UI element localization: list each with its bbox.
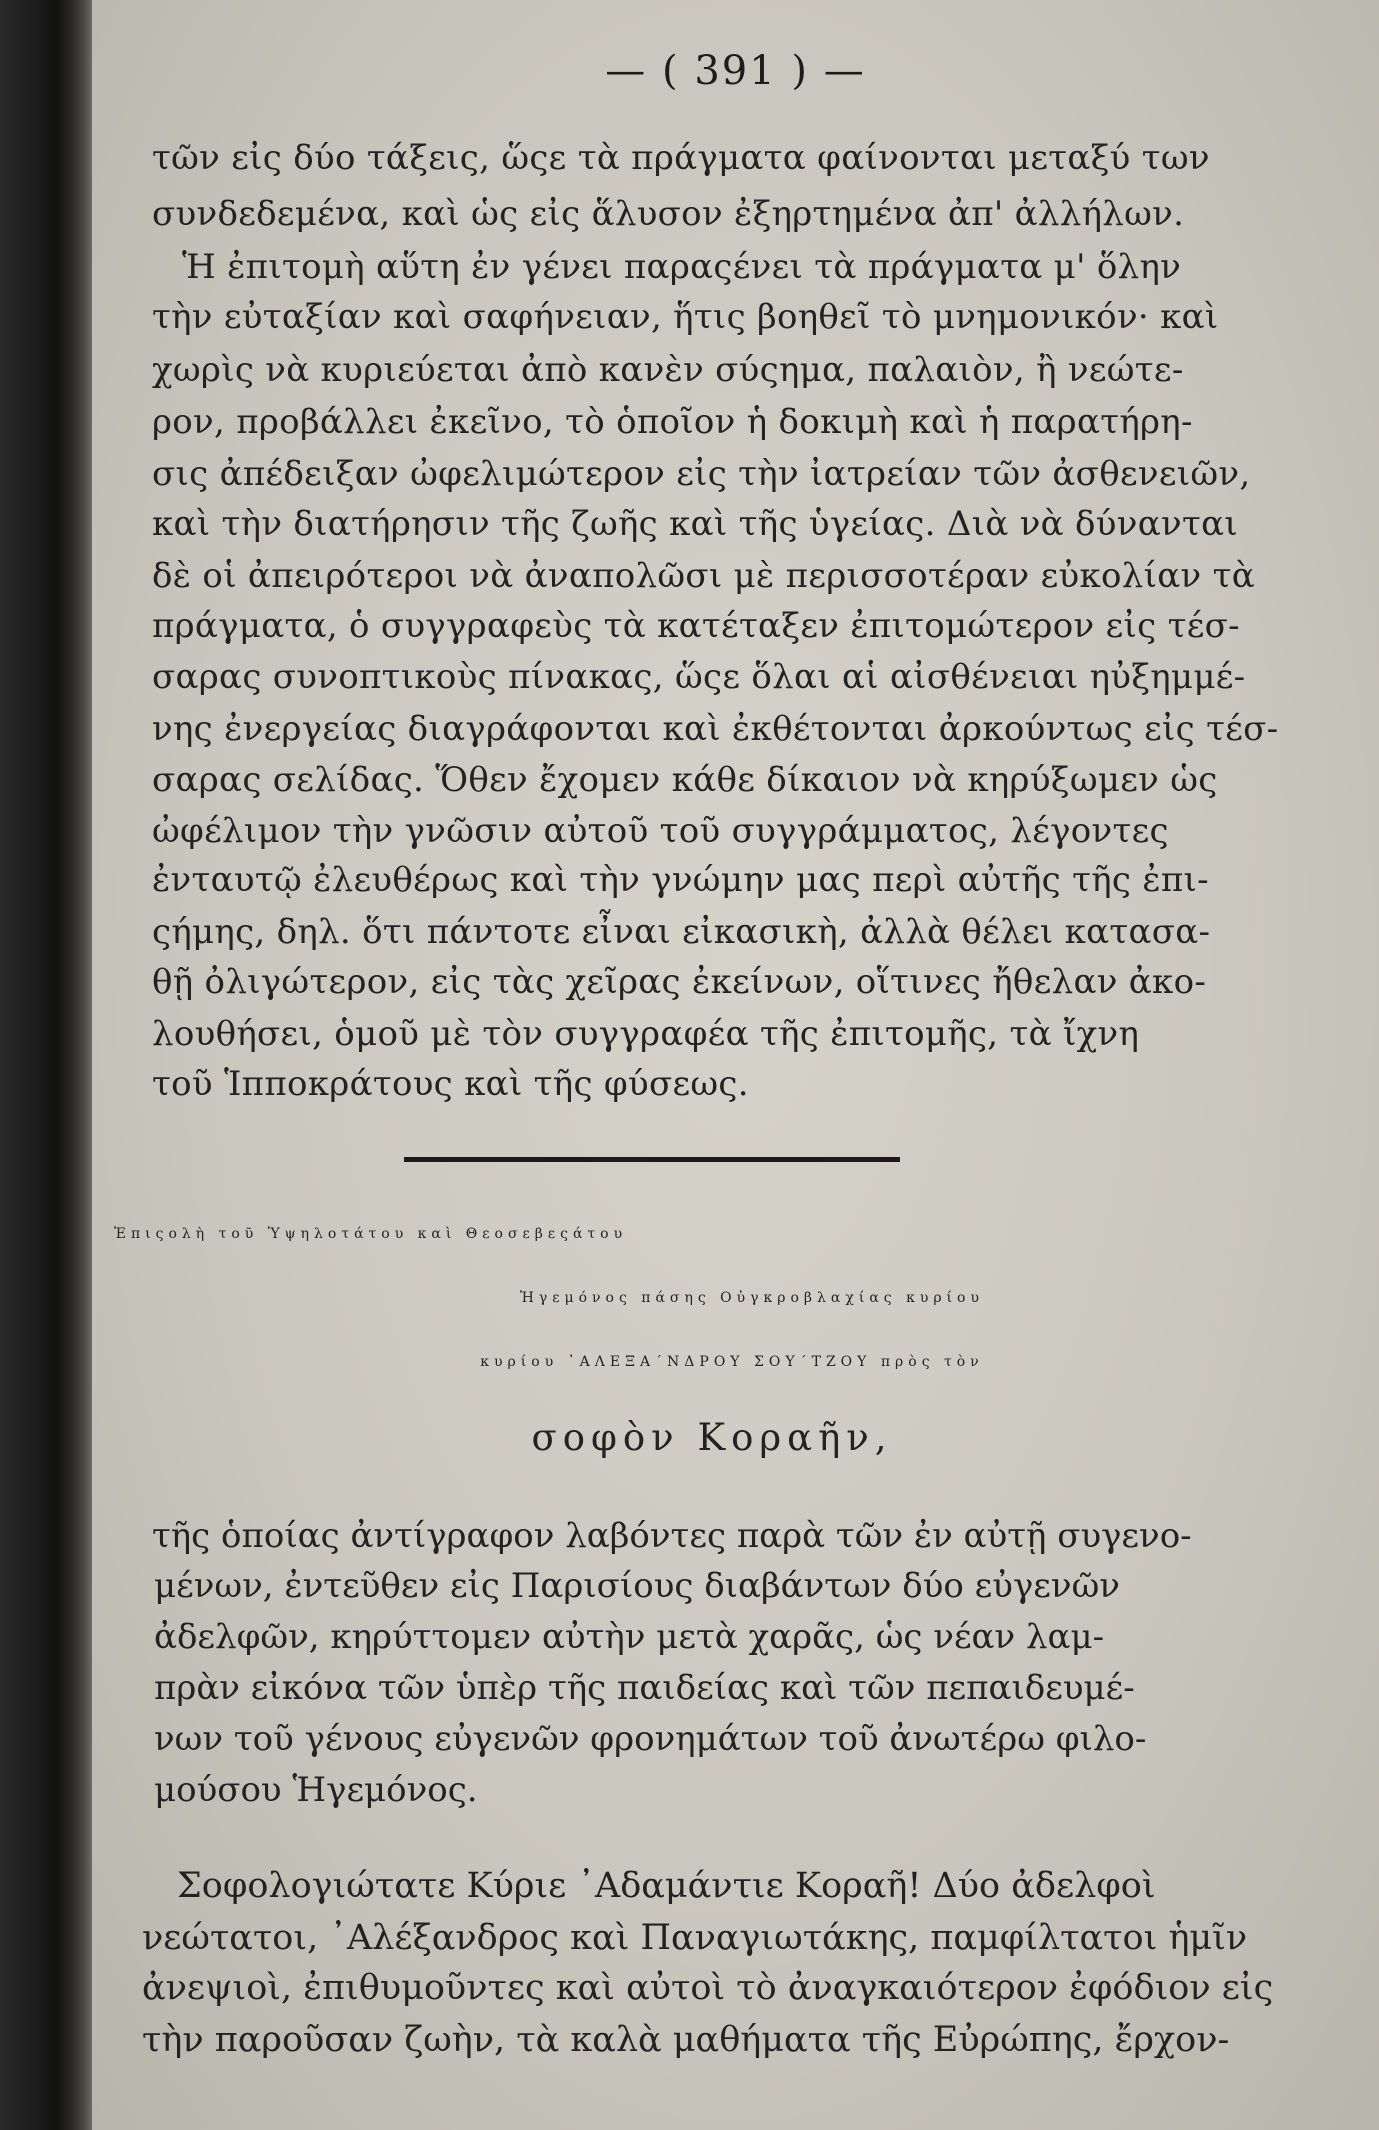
page-number-header: — ( 391 ) — bbox=[605, 48, 866, 94]
text-line: Σοφολογιώτατε Κύριε ᾿Αδαμάντιε Κοραῆ! Δύο ἀδελφοὶ bbox=[177, 1866, 1156, 1906]
text-line: θῇ ὀλιγώτερον, εἰς τὰς χεῖρας ἐκείνων, οἵτινες ἤθελαν ἀκο- bbox=[152, 962, 1207, 1002]
text-line: λουθήσει, ὁμοῦ μὲ τὸν συγγραφέα τῆς ἐπιτομῆς, τὰ ἴχνη bbox=[152, 1014, 1140, 1054]
text-line: ἐνταυτῷ ἐλευθέρως καὶ τὴν γνώμην μας περὶ αὐτῆς τῆς ἐπι- bbox=[152, 860, 1209, 900]
text-line: ρον, προβάλλει ἐκεῖνο, τὸ ὁποῖον ἡ δοκιμὴ καὶ ἡ παρατήρη- bbox=[152, 402, 1193, 442]
text-line: μούσου Ἡγεμόνος. bbox=[154, 1770, 478, 1810]
text-line: συνδεδεμένα, καὶ ὡς εἰς ἅλυσον ἐξηρτημένα ἀπ' ἀλλήλων. bbox=[152, 194, 1185, 234]
text-line: τοῦ Ἱπποκράτους καὶ τῆς φύσεως. bbox=[152, 1064, 749, 1104]
book-page bbox=[92, 0, 1379, 2130]
text-line: νης ἐνεργείας διαγράφονται καὶ ἐκθέτονται ἀρκούντως εἰς τέσ- bbox=[152, 709, 1279, 749]
text-line: σις ἀπέδειξαν ὠφελιμώτερον εἰς τὴν ἰατρείαν τῶν ἀσθενειῶν, bbox=[152, 454, 1251, 494]
text-line: πράγματα, ὁ συγγραφεὺς τὰ κατέταξεν ἐπιτομώτερον εἰς τέσ- bbox=[152, 606, 1240, 646]
title-line: σοφὸν Κοραῆν, bbox=[531, 1416, 893, 1459]
text-line: τὴν εὐταξίαν καὶ σαφήνειαν, ἥτις βοηθεῖ τὸ μνημονικόν· καὶ bbox=[152, 297, 1219, 337]
text-line: καὶ τὴν διατήρησιν τῆς ζωῆς καὶ τῆς ὑγείας. Διὰ νὰ δύνανται bbox=[152, 504, 1238, 544]
title-line: κυρίου ᾿ΑΛΕΞΑ΄ΝΔΡΟΥ ΣΟΥ΄ΤΖΟΥ πρὸς τὸν bbox=[480, 1354, 984, 1370]
text-line: ὠφέλιμον τὴν γνῶσιν αὐτοῦ τοῦ συγγράμματος, λέγοντες bbox=[152, 811, 1169, 851]
text-line: Ἡ ἐπιτομὴ αὕτη ἐν γένει παραςένει τὰ πράγματα μ' ὅλην bbox=[182, 247, 1182, 287]
section-divider bbox=[404, 1157, 900, 1162]
text-line: τὴν παροῦσαν ζωὴν, τὰ καλὰ μαθήματα τῆς Εὐρώπης, ἔρχον- bbox=[142, 2020, 1230, 2060]
text-line: ἀνεψιοὶ, ἐπιθυμοῦντες καὶ αὐτοὶ τὸ ἀναγκαιότερον ἐφόδιον εἰς bbox=[142, 1968, 1274, 2008]
text-line: σαρας σελίδας. Ὅθεν ἔχομεν κάθε δίκαιον νὰ κηρύξωμεν ὡς bbox=[152, 760, 1218, 800]
text-line: μένων, ἐντεῦθεν εἰς Παρισίους διαβάντων δύο εὐγενῶν bbox=[154, 1566, 1120, 1606]
text-line: χωρὶς νὰ κυριεύεται ἀπὸ κανὲν σύςημα, παλαιὸν, ἢ νεώτε- bbox=[152, 350, 1184, 390]
text-line: ἀδελφῶν, κηρύττομεν αὐτὴν μετὰ χαρᾶς, ὡς νέαν λαμ- bbox=[154, 1617, 1105, 1657]
book-binding-shadow bbox=[0, 0, 92, 2130]
text-line: δὲ οἱ ἀπειρότεροι νὰ ἀναπολῶσι μὲ περισσοτέραν εὐκολίαν τὰ bbox=[152, 556, 1255, 596]
text-line: ςήμης, δηλ. ὅτι πάντοτε εἶναι εἰκασικὴ, ἀλλὰ θέλει κατασα- bbox=[152, 912, 1211, 952]
text-line: πρὰν εἰκόνα τῶν ὑπὲρ τῆς παιδείας καὶ τῶν πεπαιδευμέ- bbox=[154, 1668, 1135, 1708]
title-line: Ἐπιςολὴ τοῦ Ὑψηλοτάτου καὶ Θεοσεβεςάτου bbox=[114, 1226, 628, 1242]
text-line: τῆς ὁποίας ἀντίγραφον λαβόντες παρὰ τῶν ἐν αὐτῇ συγενο- bbox=[152, 1516, 1192, 1556]
text-line: νων τοῦ γένους εὐγενῶν φρονημάτων τοῦ ἀνωτέρω φιλο- bbox=[154, 1719, 1147, 1759]
text-line: τῶν εἰς δύο τάξεις, ὥςε τὰ πράγματα φαίνονται μεταξύ των bbox=[152, 138, 1210, 178]
text-line: σαρας συνοπτικοὺς πίνακας, ὥςε ὅλαι αἱ αἰσθένειαι ηὐξημμέ- bbox=[152, 657, 1246, 697]
text-line: νεώτατοι, ᾿Αλέξανδρος καὶ Παναγιωτάκης, παμφίλτατοι ἡμῖν bbox=[142, 1918, 1248, 1958]
title-line: Ἡγεμόνος πάσης Οὐγκροβλαχίας κυρίου bbox=[520, 1290, 984, 1306]
